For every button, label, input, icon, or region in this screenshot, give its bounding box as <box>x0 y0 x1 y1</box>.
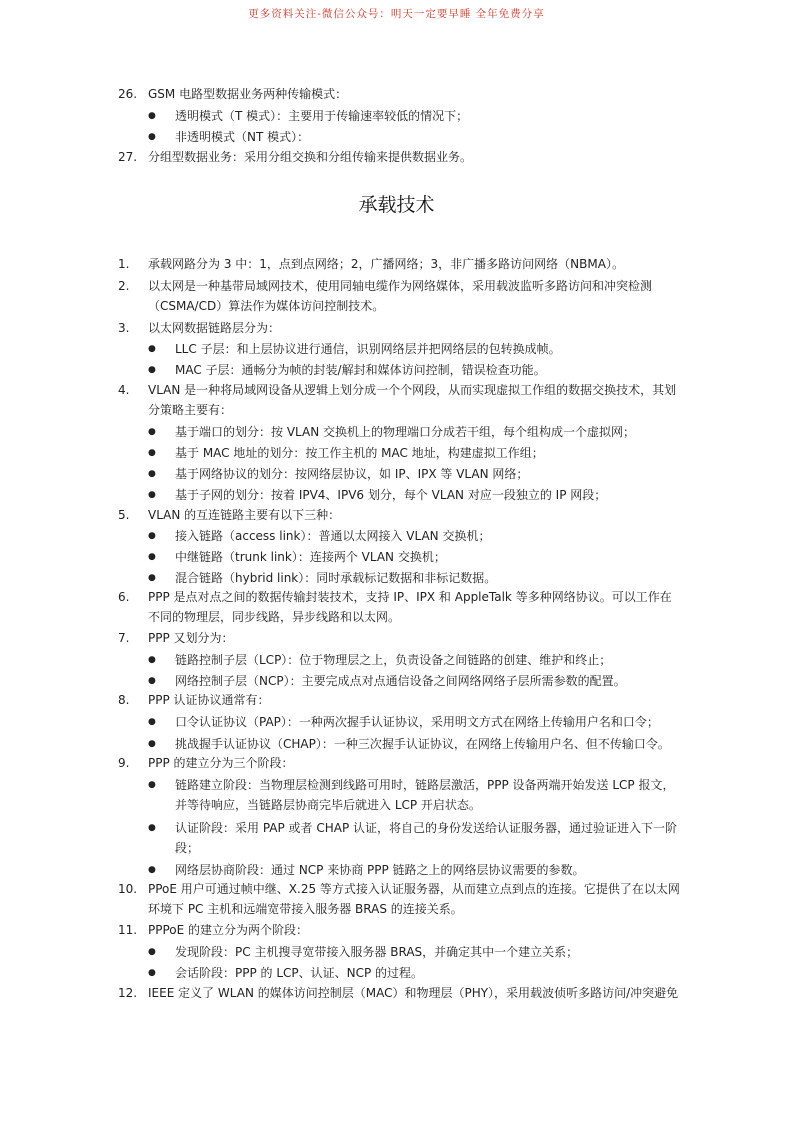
item-text: IEEE 定义了 WLAN 的媒体访问控制层（MAC）和物理层（PHY），采用载波侦听多路访问/冲突避免 <box>148 986 679 1000</box>
bullet-text: 基于端口的划分：按 VLAN 交换机上的物理端口分成若干组，每个组构成一个虚拟网； <box>175 425 635 439</box>
item-number: 26. <box>118 87 138 101</box>
bullet-text: 中继链路（trunk link）：连接两个 VLAN 交换机； <box>175 550 446 564</box>
item-number: 4. <box>118 383 130 397</box>
bullet-text: 基于网络协议的划分：按网络层协议，如 IP、IPX 等 VLAN 网络； <box>175 467 529 481</box>
item-text: 以太网是一种基带局域网技术，使用同轴电缆作为网络媒体，采用载波监听多路访问和冲突检测（CSMA/CD）算法作为媒体访问控制技术。 <box>148 279 653 313</box>
item-text: PPP 的建立分为三个阶段： <box>148 756 294 770</box>
bullet-icon: ● <box>148 111 156 121</box>
bullet-text: 挑战握手认证协议（CHAP）：一种三次握手认证协议，在网络上传输用户名、但不传输口令。 <box>175 737 670 751</box>
bullet-icon: ● <box>148 427 156 437</box>
item-number: 3. <box>118 321 130 335</box>
bullet-icon: ● <box>148 739 156 749</box>
item-number: 9. <box>118 756 130 770</box>
item-text: 承载网路分为 3 中：1，点到点网络；2，广播网络；3，非广播多路访问网络（NBMA）。 <box>148 257 624 271</box>
bullet-icon: ● <box>148 968 156 978</box>
item-number: 1. <box>118 257 130 271</box>
item-text: PPP 又划分为： <box>148 631 234 645</box>
item-text: PPP 是点对点之间的数据传输封装技术，支持 IP、IPX 和 AppleTalk 等多种网络协议。可以工作在不同的物理层，同步线路，异步线路和以太网。 <box>148 590 672 624</box>
bullet-icon: ● <box>148 469 156 479</box>
item-number: 12. <box>118 986 138 1000</box>
item-number: 7. <box>118 631 130 645</box>
item-number: 27. <box>118 150 138 164</box>
bullet-icon: ● <box>148 676 156 686</box>
bullet-icon: ● <box>148 365 156 375</box>
bullet-text: 非透明模式（NT 模式）： <box>175 130 310 144</box>
bullet-text: 接入链路（access link）：普通以太网接入 VLAN 交换机； <box>175 529 491 543</box>
bullet-text: 会话阶段：PPP 的 LCP、认证、NCP 的过程。 <box>175 966 424 980</box>
bullet-icon: ● <box>148 490 156 500</box>
bullet-text: 链路建立阶段：当物理层检测到线路可用时，链路层激活，PPP 设备两端开始发送 LCP 报文，并等待响应，当链路层协商完毕后就进入 LCP 开启状态。 <box>175 778 675 812</box>
bullet-icon: ● <box>148 780 156 790</box>
bullet-text: 网络控制子层（NCP）：主要完成点对点通信设备之间网络网络子层所需参数的配置。 <box>175 674 626 688</box>
bullet-text: LLC 子层：和上层协议进行通信，识别网络层并把网络层的包转换成帧。 <box>175 342 561 356</box>
bullet-icon: ● <box>148 717 156 727</box>
item-text: GSM 电路型数据业务两种传输模式： <box>148 87 348 101</box>
bullet-icon: ● <box>148 865 156 875</box>
bullet-text: MAC 子层：通畅分为帧的封装/解封和媒体访问控制，错误检查功能。 <box>175 363 546 377</box>
item-text: PPPoE 的建立分为两个阶段： <box>148 923 309 937</box>
header-note: 更多资料关注-微信公众号：明天一定要早睡 全年免费分享 <box>248 8 545 20</box>
item-number: 8. <box>118 693 130 707</box>
section-title: 承载技术 <box>358 194 435 216</box>
bullet-icon: ● <box>148 132 156 142</box>
item-text: PPP 认证协议通常有： <box>148 693 270 707</box>
bullet-icon: ● <box>148 344 156 354</box>
bullet-icon: ● <box>148 655 156 665</box>
bullet-icon: ● <box>148 823 156 833</box>
item-text: VLAN 是一种将局域网设备从逻辑上划分成一个个网段，从而实现虚拟工作组的数据交换技术，其划分策略主要有： <box>148 383 677 417</box>
bullet-text: 网络层协商阶段：通过 NCP 来协商 PPP 链路之上的网络层协议需要的参数。 <box>175 863 585 877</box>
bullet-text: 认证阶段：采用 PAP 或者 CHAP 认证，将自己的身份发送给认证服务器，通过验证进入下一阶段； <box>175 821 678 855</box>
bullet-text: 链路控制子层（LCP）：位于物理层之上，负责设备之间链路的创建、维护和终止； <box>175 653 612 667</box>
item-text: 以太网数据链路层分为： <box>148 321 281 335</box>
item-number: 11. <box>118 923 138 937</box>
bullet-text: 混合链路（hybrid link）：同时承载标记数据和非标记数据。 <box>175 571 497 585</box>
bullet-icon: ● <box>148 531 156 541</box>
item-text: PPoE 用户可通过帧中继、X.25 等方式接入认证服务器，从而建立点到点的连接。它提供了在以太网环境下 PC 主机和远端宽带接入服务器 BRAS 的连接关系。 <box>148 882 680 916</box>
item-number: 10. <box>118 882 138 896</box>
bullet-text: 基于 MAC 地址的划分：按工作主机的 MAC 地址，构建虚拟工作组； <box>175 446 544 460</box>
item-number: 5. <box>118 508 130 522</box>
bullet-icon: ● <box>148 947 156 957</box>
bullet-icon: ● <box>148 573 156 583</box>
bullet-text: 口令认证协议（PAP）：一种两次握手认证协议，采用明文方式在网络上传输用户名和口令； <box>175 715 659 729</box>
bullet-text: 基于子网的划分：按着 IPV4、IPV6 划分，每个 VLAN 对应一段独立的 IP 网段； <box>175 488 607 502</box>
item-text: VLAN 的互连链路主要有以下三种： <box>148 508 341 522</box>
bullet-text: 发现阶段：PC 主机搜寻宽带接入服务器 BRAS，并确定其中一个建立关系； <box>175 945 579 959</box>
bullet-icon: ● <box>148 552 156 562</box>
bullet-icon: ● <box>148 448 156 458</box>
bullet-text: 透明模式（T 模式）：主要用于传输速率较低的情况下； <box>175 109 469 123</box>
item-text: 分组型数据业务：采用分组交换和分组传输来提供数据业务。 <box>148 150 473 164</box>
item-number: 6. <box>118 590 130 604</box>
item-number: 2. <box>118 279 130 293</box>
